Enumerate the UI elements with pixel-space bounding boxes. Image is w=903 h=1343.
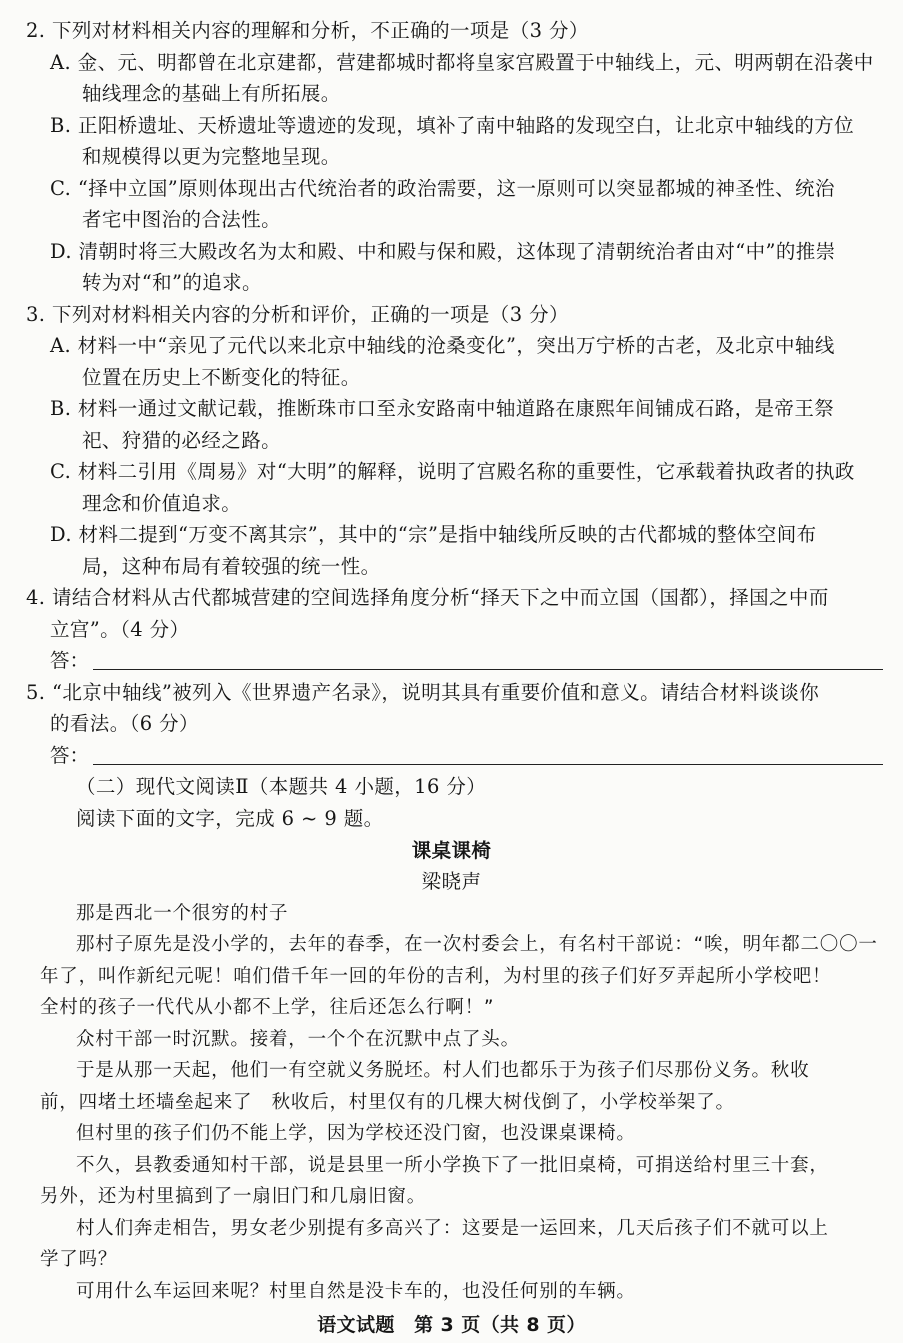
q3-option-c-cont: 理念和价值追求。: [82, 492, 242, 515]
article-paragraph-3: 众村干部一时沉默。接着，一个个在沉默中点了头。: [76, 1029, 520, 1050]
q3-option-b: B. 材料一通过文献记载，推断珠市口至永安路南中轴道路在康熙年间铺成石路，是帝王祭: [50, 397, 835, 420]
article-paragraph-7-cont: 学了吗？: [40, 1249, 118, 1270]
q2-option-a: A. 金、元、明都曾在北京建都，营建都城时都将皇家宫殿置于中轴线上，元、明两朝在沿袭中: [50, 51, 874, 74]
article-paragraph-7: 村人们奔走相告，男女老少别提有多高兴了：这要是一运回来，几天后孩子们不就可以上: [76, 1218, 829, 1239]
q4-answer-label: 答：: [50, 649, 90, 672]
q5-stem: 5. “北京中轴线”被列入《世界遗产名录》，说明其具有重要价值和意义。请结合材料谈谈你: [26, 681, 820, 704]
q5-answer-area[interactable]: [50, 743, 883, 769]
q4-stem: 4. 请结合材料从古代都城营建的空间选择角度分析“择天下之中而立国（国都），择国之中而: [26, 586, 829, 609]
article-paragraph-6-cont: 另外，还为村里搞到了一扇旧门和几扇旧窗。: [40, 1186, 427, 1207]
section-instruction: 阅读下面的文字，完成 6 ~ 9 题。: [76, 807, 384, 830]
article-paragraph-4-cont: 前，四堵土坯墙垒起来了 秋收后，村里仅有的几棵大树伐倒了，小学校举架了。: [40, 1092, 735, 1113]
article-paragraph-8: 可用什么车运回来呢？村里自然是没卡车的，也没任何别的车辆。: [76, 1281, 636, 1302]
q2-option-c-cont: 者宅中图治的合法性。: [82, 208, 282, 231]
q2-option-d-cont: 转为对“和”的追求。: [82, 271, 262, 294]
article-paragraph-6: 不久，县教委通知村干部，说是县里一所小学换下了一批旧桌椅，可捐送给村里三十套，: [76, 1155, 829, 1176]
q2-option-a-cont: 轴线理念的基础上有所拓展。: [82, 82, 341, 105]
q3-stem: 3. 下列对材料相关内容的分析和评价，正确的一项是（3 分）: [26, 303, 569, 326]
q2-option-b: B. 正阳桥遗址、天桥遗址等遗迹的发现，填补了南中轴路的发现空白，让北京中轴线的方位: [50, 114, 855, 137]
q3-option-a-cont: 位置在历史上不断变化的特征。: [82, 366, 361, 389]
article-paragraph-4: 于是从那一天起，他们一有空就义务脱坯。村人们也都乐于为孩子们尽那份义务。秋收: [76, 1060, 810, 1081]
q3-option-d-cont: 局，这种布局有着较强的统一性。: [82, 555, 381, 578]
q5-stem-cont: 的看法。（6 分）: [50, 712, 199, 735]
q5-answer-label: 答：: [50, 744, 90, 767]
q2-option-c: C. “择中立国”原则体现出古代统治者的政治需要，这一原则可以突显都城的神圣性、统治: [50, 177, 835, 200]
q4-stem-cont: 立宫”。（4 分）: [50, 618, 190, 641]
q2-option-b-cont: 和规模得以更为完整地呈现。: [82, 145, 341, 168]
page-footer: 语文试题 第 3 页（共 8 页）: [317, 1314, 586, 1336]
q4-answer-area[interactable]: [50, 648, 883, 674]
q2-stem: 2. 下列对材料相关内容的理解和分析，不正确的一项是（3 分）: [26, 19, 589, 42]
q4-answer-line[interactable]: [93, 668, 883, 670]
article-paragraph-5: 但村里的孩子们仍不能上学，因为学校还没门窗，也没课桌课椅。: [76, 1123, 636, 1144]
q3-option-c: C. 材料二引用《周易》对“大明”的解释，说明了宫殿名称的重要性，它承载着执政者的执政: [50, 460, 855, 483]
article-author: 梁晓声: [421, 870, 482, 893]
q3-option-b-cont: 祀、狩猎的必经之路。: [82, 429, 282, 452]
q5-answer-line[interactable]: [93, 763, 883, 765]
q3-option-a: A. 材料一中“亲见了元代以来北京中轴线的沧桑变化”，突出万宁桥的古老，及北京中轴线: [50, 334, 835, 357]
article-paragraph-2: 那村子原先是没小学的，去年的春季，在一次村委会上，有名村干部说：“唉，明年都二〇〇一: [76, 934, 878, 955]
article-paragraph-2-cont: 年了，叫作新纪元呢！咱们借千年一回的年份的吉利，为村里的孩子们好歹弄起所小学校吧！: [40, 966, 832, 987]
article-title: 课桌课椅: [411, 839, 492, 862]
section-heading: （二）现代文阅读Ⅱ（本题共 4 小题，16 分）: [76, 775, 487, 798]
article-paragraph-1: 那是西北一个很穷的村子: [76, 903, 289, 924]
article-paragraph-2-cont: 全村的孩子一代代从小都不上学，往后还怎么行啊！”: [40, 997, 495, 1018]
q3-option-d: D. 材料二提到“万变不离其宗”，其中的“宗”是指中轴线所反映的古代都城的整体空间布: [50, 523, 817, 546]
q2-option-d: D. 清朝时将三大殿改名为太和殿、中和殿与保和殿，这体现了清朝统治者由对“中”的推崇: [50, 240, 836, 263]
